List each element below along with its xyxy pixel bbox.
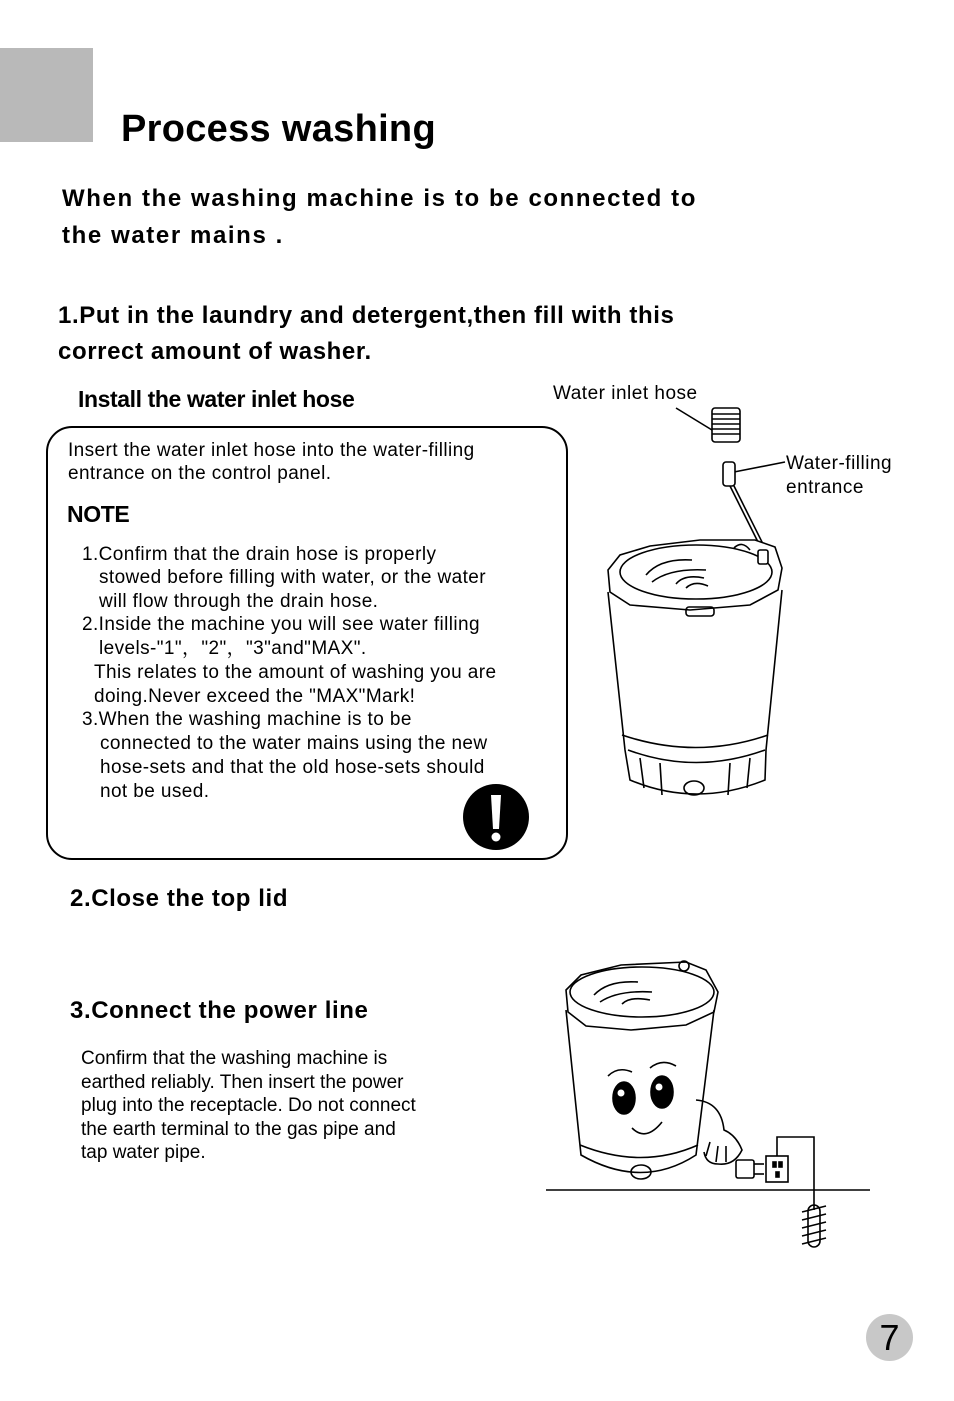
entrance-label-line-2: entrance (786, 477, 864, 498)
note-line: 2.Inside the machine you will see water filling (82, 614, 480, 635)
power-instructions (81, 1047, 476, 1165)
step-3-heading: 3.Connect the power line (70, 997, 369, 1024)
note-label: NOTE (67, 501, 130, 527)
note-line: hose-sets and that the old hose-sets should (100, 757, 485, 778)
page-title: Process washing (121, 108, 436, 150)
subtitle-line-1: When the washing machine is to be connected to (62, 185, 697, 212)
note-line: stowed before filling with water, or the water (99, 567, 486, 588)
section-subtitle (62, 180, 842, 254)
washer-power-illustration (546, 950, 876, 1260)
power-line: plug into the receptacle. Do not connect (81, 1095, 416, 1117)
install-intro-line-2: entrance on the control panel. (68, 463, 332, 484)
step-1-line-2: correct amount of washer. (58, 338, 372, 365)
note-line: 3.When the washing machine is to be (82, 709, 412, 730)
note-line: levels-"1"，"2"，"3"and"MAX". (99, 638, 367, 659)
install-intro (68, 439, 558, 485)
hose-label: Water inlet hose (553, 383, 698, 404)
power-line: earthed reliably. Then insert the power (81, 1071, 404, 1093)
note-line: This relates to the amount of washing you are (94, 662, 497, 683)
step-2-heading: 2.Close the top lid (70, 885, 289, 912)
step-1-line-1: 1.Put in the laundry and detergent,then fill with this (58, 302, 675, 329)
corner-tab (0, 48, 93, 142)
power-line: Confirm that the washing machine is (81, 1048, 388, 1069)
note-line: not be used. (100, 781, 210, 802)
install-intro-line-1: Insert the water inlet hose into the water-filling (68, 440, 475, 461)
step-1-heading (58, 298, 838, 370)
install-heading: Install the water inlet hose (78, 386, 355, 412)
note-line: connected to the water mains using the new (100, 733, 488, 754)
warning-icon (462, 783, 530, 851)
power-line: tap water pipe. (81, 1142, 206, 1164)
page-number: 7 (866, 1314, 913, 1361)
note-line: will flow through the drain hose. (99, 591, 379, 612)
note-line: 1.Confirm that the drain hose is properly (82, 544, 437, 565)
washer-hose-illustration (600, 400, 920, 810)
entrance-label-line-1: Water-filling (786, 453, 893, 474)
power-line: the earth terminal to the gas pipe and (81, 1118, 396, 1140)
subtitle-line-2: the water mains . (62, 222, 284, 249)
note-line: doing.Never exceed the "MAX"Mark! (94, 686, 416, 707)
